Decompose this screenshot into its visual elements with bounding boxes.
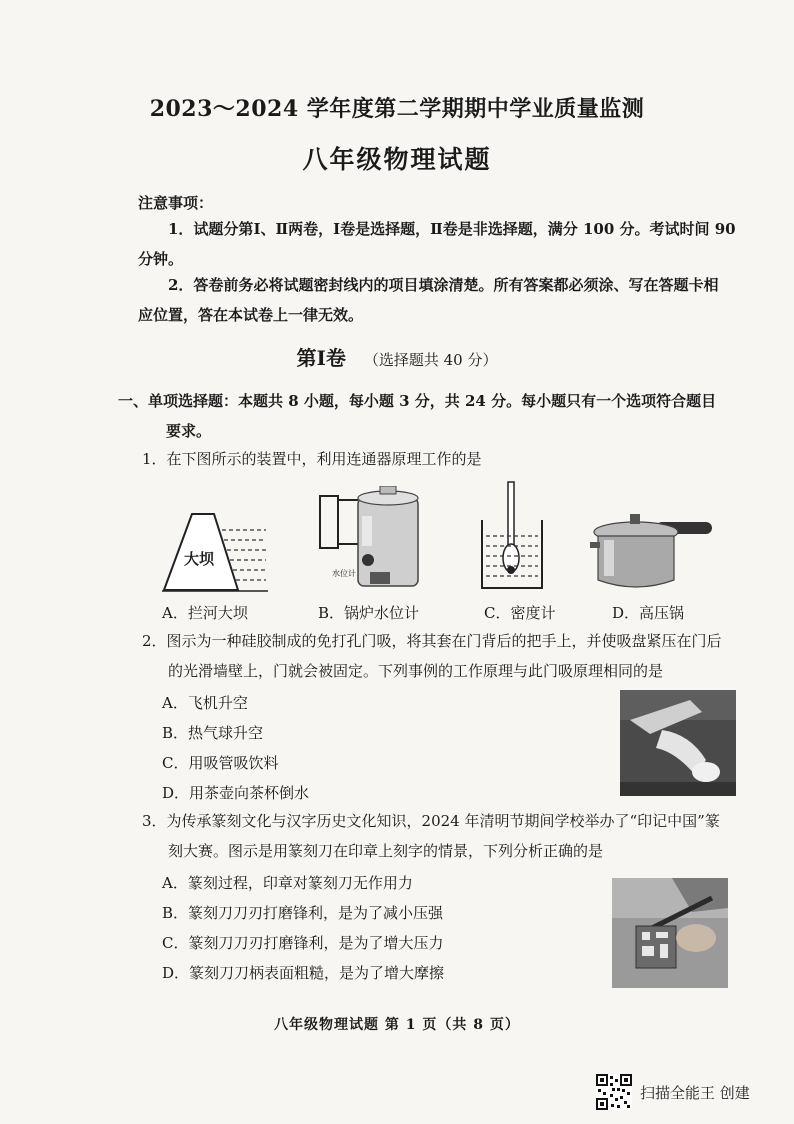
question-1-stem: 1．在下图所示的装置中，利用连通器原理工作的是 bbox=[142, 450, 482, 468]
seal-carving-photo bbox=[612, 878, 728, 988]
page-footer: 八年级物理试题 第 1 页（共 8 页） bbox=[274, 1017, 520, 1033]
section-instructions-line2: 要求。 bbox=[166, 422, 212, 440]
q2-option-a: A．飞机升空 bbox=[162, 694, 248, 712]
question-2-line2: 的光滑墙壁上，门就会被固定。下列事例的工作原理与此门吸原理相同的是 bbox=[168, 662, 664, 680]
q1-option-d: D．高压锅 bbox=[612, 604, 685, 622]
q3-option-c: C．篆刻刀刀刃打磨锋利，是为了增大压力 bbox=[162, 934, 444, 952]
notice-item-1 bbox=[138, 214, 758, 274]
part-title bbox=[0, 342, 794, 371]
dam-figure bbox=[160, 508, 270, 592]
notice-item-2-line1: 2．答卷前务必将试题密封线内的项目填涂清楚。所有答案都必须涂、写在答题卡相 bbox=[168, 276, 719, 294]
section-instructions-line1: 一、单项选择题：本题共 8 小题，每小题 3 分，共 24 分。每小题只有一个选项符合题目 bbox=[118, 392, 717, 410]
exam-subtitle: 八年级物理试题 bbox=[302, 145, 492, 174]
hydrometer-figure bbox=[478, 480, 546, 592]
part-title-note: （选择题共 40 分） bbox=[363, 351, 498, 369]
q1-option-b: B．锅炉水位计 bbox=[318, 604, 420, 622]
notice-item-2-line2: 应位置，答在本试卷上一律无效。 bbox=[138, 306, 364, 324]
notice-heading: 注意事项： bbox=[138, 194, 214, 212]
notice-item-1-line1: 1．试题分第Ⅰ、Ⅱ两卷，Ⅰ卷是选择题，Ⅱ卷是非选择题，满分 100 分。考试时间 90 bbox=[168, 220, 736, 238]
q2-option-c: C．用吸管吸饮料 bbox=[162, 754, 279, 772]
part-title-main: 第Ⅰ卷 bbox=[296, 346, 346, 370]
question-3-line1: 3．为传承篆刻文化与汉字历史文化知识，2024 年清明节期间学校举办了“印记中国”篆 bbox=[142, 812, 720, 830]
question-2-line1: 2．图示为一种硅胶制成的免打孔门吸，将其套在门背后的把手上，并使吸盘紧压在门后 bbox=[142, 632, 722, 650]
section-instructions bbox=[118, 386, 758, 446]
door-stop-photo bbox=[620, 690, 736, 796]
q3-option-a: A．篆刻过程，印章对篆刻刀无作用力 bbox=[162, 874, 413, 892]
q3-option-d: D．篆刻刀刀柄表面粗糙，是为了增大摩擦 bbox=[162, 964, 445, 982]
q2-option-d: D．用茶壶向茶杯倒水 bbox=[162, 784, 310, 802]
pressure-cooker-figure bbox=[590, 510, 714, 592]
scanner-watermark bbox=[596, 1074, 750, 1110]
q3-option-b: B．篆刻刀刀刃打磨锋利，是为了减小压强 bbox=[162, 904, 444, 922]
dam-label: 大坝 bbox=[184, 550, 215, 568]
q1-option-c: C．密度计 bbox=[484, 604, 556, 622]
gauge-label: 水位计 bbox=[332, 569, 356, 578]
question-3-stem bbox=[142, 806, 762, 866]
q2-option-b: B．热气球升空 bbox=[162, 724, 264, 742]
notice-item-1-line2: 分钟。 bbox=[138, 250, 184, 268]
exam-title: 2023～2024 学年度第二学期期中学业质量监测 bbox=[149, 96, 645, 122]
question-2-stem bbox=[142, 626, 762, 686]
q1-option-a: A．拦河大坝 bbox=[162, 604, 248, 622]
scanner-label: 扫描全能王 创建 bbox=[640, 1083, 750, 1102]
qr-code-icon bbox=[596, 1074, 632, 1110]
notice-item-2 bbox=[138, 270, 758, 330]
question-3-line2: 刻大赛。图示是用篆刻刀在印章上刻字的情景，下列分析正确的是 bbox=[168, 842, 604, 860]
